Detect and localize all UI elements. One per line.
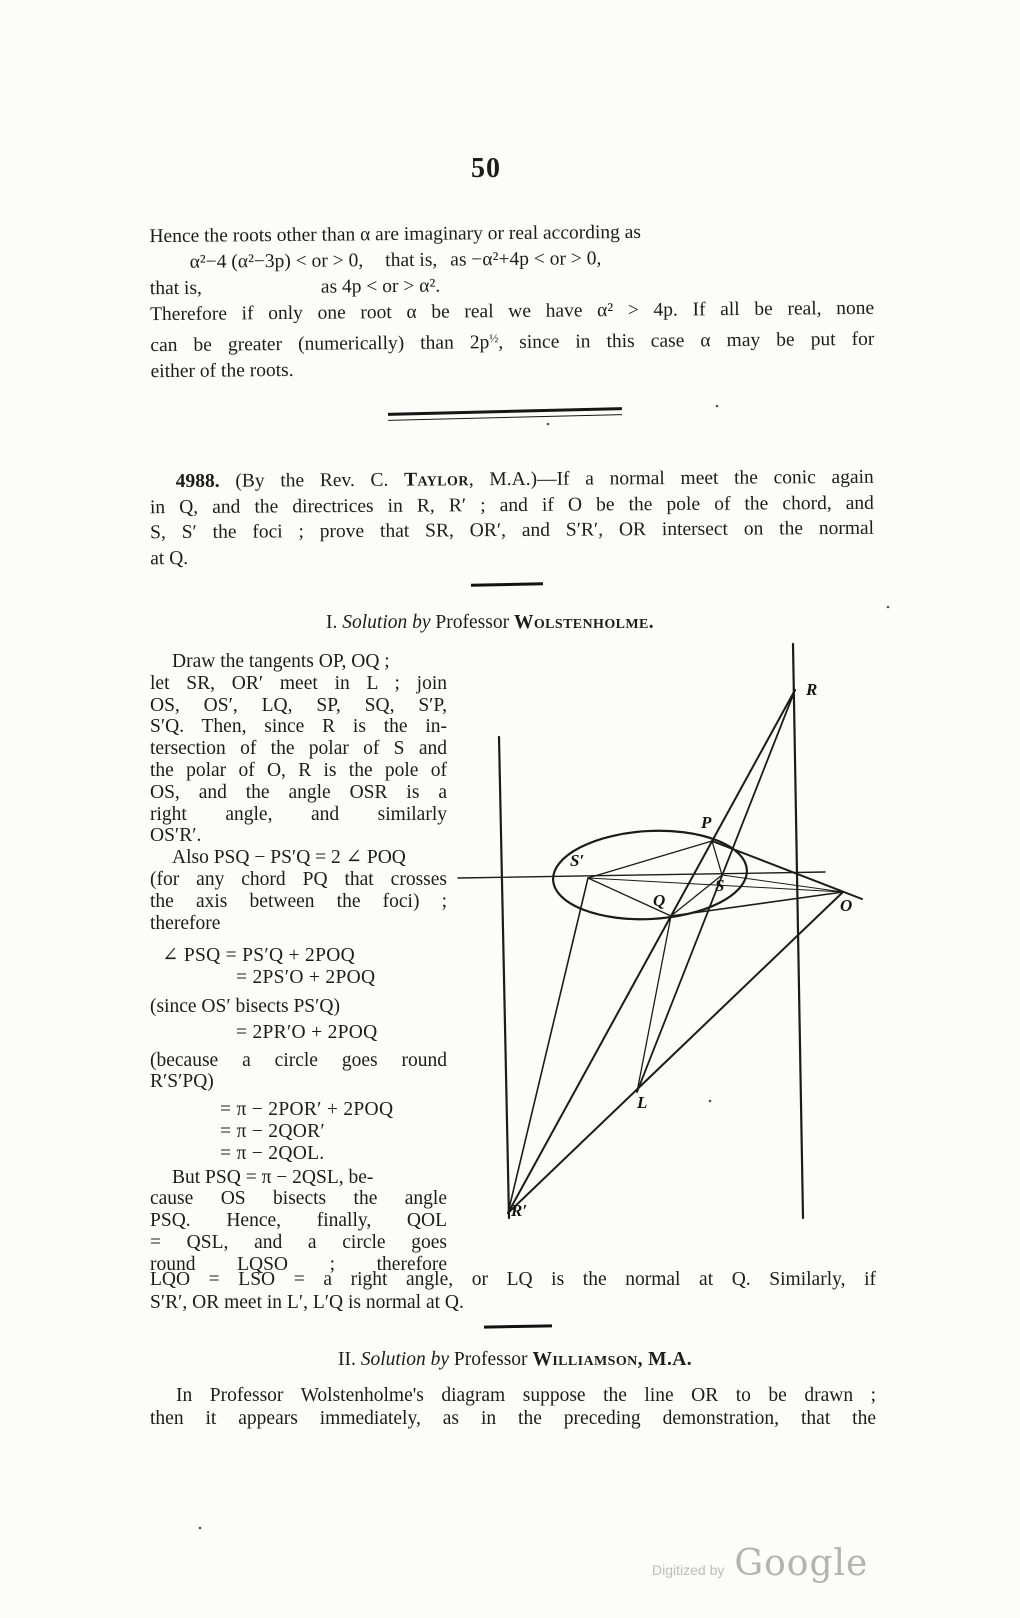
line-O-S (722, 875, 843, 892)
scan-speck (716, 405, 719, 408)
solver-name: Williamson, M.A. (532, 1349, 693, 1370)
point-label-P: P (701, 813, 712, 832)
sol2-line: then it appears immediately, as in the preceding demonstration, that the (150, 1408, 876, 1429)
equation-line: = π − 2QOL. (220, 1142, 325, 1164)
point-label-Q: Q (653, 891, 666, 910)
equation-line: = 2PR′O + 2POQ (236, 1021, 378, 1043)
problem-line-1: 4988. (By the Rev. C. Taylor, M.A.)—If a normal meet the conic again (175, 466, 874, 493)
intro-eq-1: α²−4 (α²−3p) < or > 0, (189, 250, 364, 273)
sol1-line: cause OS bisects the angle (150, 1188, 447, 1210)
sol1-line: S′Q. Then, since R is the in- (150, 716, 447, 738)
scan-speck (547, 423, 550, 426)
left-directrix (499, 737, 509, 1218)
problem-line-3: S, S′ the foci ; prove that SR, OR′, and S′R′, OR intersect on the normal (150, 517, 875, 544)
sol1-line: S′R′, OR meet in L′, L′Q is normal at Q. (150, 1291, 464, 1313)
sol1-line: Also PSQ − PS′Q = 2 ∠ POQ (172, 847, 406, 869)
sol1-line: OS, and the angle OSR is a (150, 781, 447, 803)
sol1-line: But PSQ = π − 2QSL, be- (172, 1166, 374, 1188)
intro-eq-2: as −α²+4p < or > 0, (450, 248, 602, 271)
sol1-line: PSQ. Hence, finally, QOL (150, 1210, 447, 1232)
intro-line-5: can be greater (numerically) than $2p^{\frac{1}{2}}$, since in this case α may be put for (150, 328, 875, 357)
exponent-half: ½ (489, 331, 499, 346)
equation-line: = π − 2QOR′ (220, 1120, 325, 1142)
point-label-L: L (637, 1093, 648, 1112)
point-label-S: S (715, 876, 725, 895)
google-logo: Google (734, 1543, 869, 1584)
scan-speck (709, 1100, 712, 1103)
sol1-line: therefore (150, 912, 221, 934)
line-Sprime-Rprime (508, 878, 588, 1213)
equation-line: ∠ PSQ = PS′Q + 2POQ (162, 945, 355, 967)
solution-2-heading: II. Solution by Professor Williamson, M.A. (337, 1349, 693, 1370)
point-label-O: O (840, 896, 853, 915)
sol2-line: In Professor Wolstenholme's diagram suppose the line OR to be drawn ; (176, 1385, 876, 1406)
sol1-line: Draw the tangents OP, OQ ; (172, 651, 390, 672)
sol1-line: let SR, OR′ meet in L ; join (150, 672, 447, 694)
sol1-line: OS′R′. (150, 825, 202, 847)
scan-speck (887, 606, 890, 609)
point-label-R: R (806, 680, 818, 699)
point-label-S-prime: S′ (570, 851, 585, 870)
solver-name: Wolstenholme. (513, 612, 654, 633)
equation-line: = 2PS′O + 2POQ (236, 967, 376, 989)
sol1-line: (for any chord PQ that crosses (150, 868, 447, 890)
sol1-line: (since OS′ bisects PS′Q) (150, 995, 340, 1017)
point-label-R-prime: R′ (511, 1201, 528, 1220)
sol1-line: OS, OS′, LQ, SP, SQ, S′P, (150, 694, 447, 716)
sol1-line: tersection of the polar of S and (150, 738, 447, 760)
sol1-line: the polar of O, R is the pole of (150, 759, 447, 781)
author-name: Taylor (404, 469, 469, 491)
page-number: 50 (471, 153, 501, 184)
sol1-line: the axis between the foci) ; (150, 890, 447, 912)
watermark-prefix: Digitized by (652, 1562, 725, 1578)
intro-line-1: Hence the roots other than α are imaginary or real according as (149, 221, 642, 248)
intro-line-4: Therefore if only one root α be real we have α² > 4p. If all be real, none (150, 297, 875, 326)
problem-line-4: at Q. (150, 547, 189, 569)
solution-1-heading: I. Solution by Professor Wolstenholme. (325, 612, 654, 633)
intro-thatis-1: that is, (385, 249, 438, 272)
scan-speck (199, 1527, 202, 1530)
equation-line: = π − 2POR′ + 2POQ (220, 1099, 394, 1121)
intro-line-6: either of the roots. (150, 359, 294, 383)
problem-number: 4988. (175, 470, 220, 493)
normal-line-R-P-Q-Rprime (508, 690, 795, 1213)
intro-eq-3: as 4p < or > α². (320, 275, 441, 298)
sol1-line: right angle, and similarly (150, 803, 447, 825)
intro-thatis-2: that is, (149, 277, 202, 300)
major-axis (458, 872, 825, 878)
line-Sprime-P (588, 841, 712, 878)
sol1-line: R′S′PQ) (150, 1071, 214, 1093)
sol1-line: (because a circle goes round (150, 1049, 447, 1071)
digitized-watermark (652, 1543, 868, 1584)
sol1-line: round LQSO ; therefore (150, 1253, 447, 1275)
line-S-P (712, 841, 722, 875)
problem-line-2: in Q, and the directrices in R, R′ ; and if O be the pole of the chord, and (149, 492, 874, 518)
line-O-Rprime (508, 892, 843, 1213)
sol1-line: = QSL, and a circle goes (150, 1231, 447, 1253)
line-L-Q (637, 916, 671, 1092)
sol1-line: LQO = LSO = a right angle, or LQ is the normal at Q. Similarly, if (150, 1269, 876, 1290)
